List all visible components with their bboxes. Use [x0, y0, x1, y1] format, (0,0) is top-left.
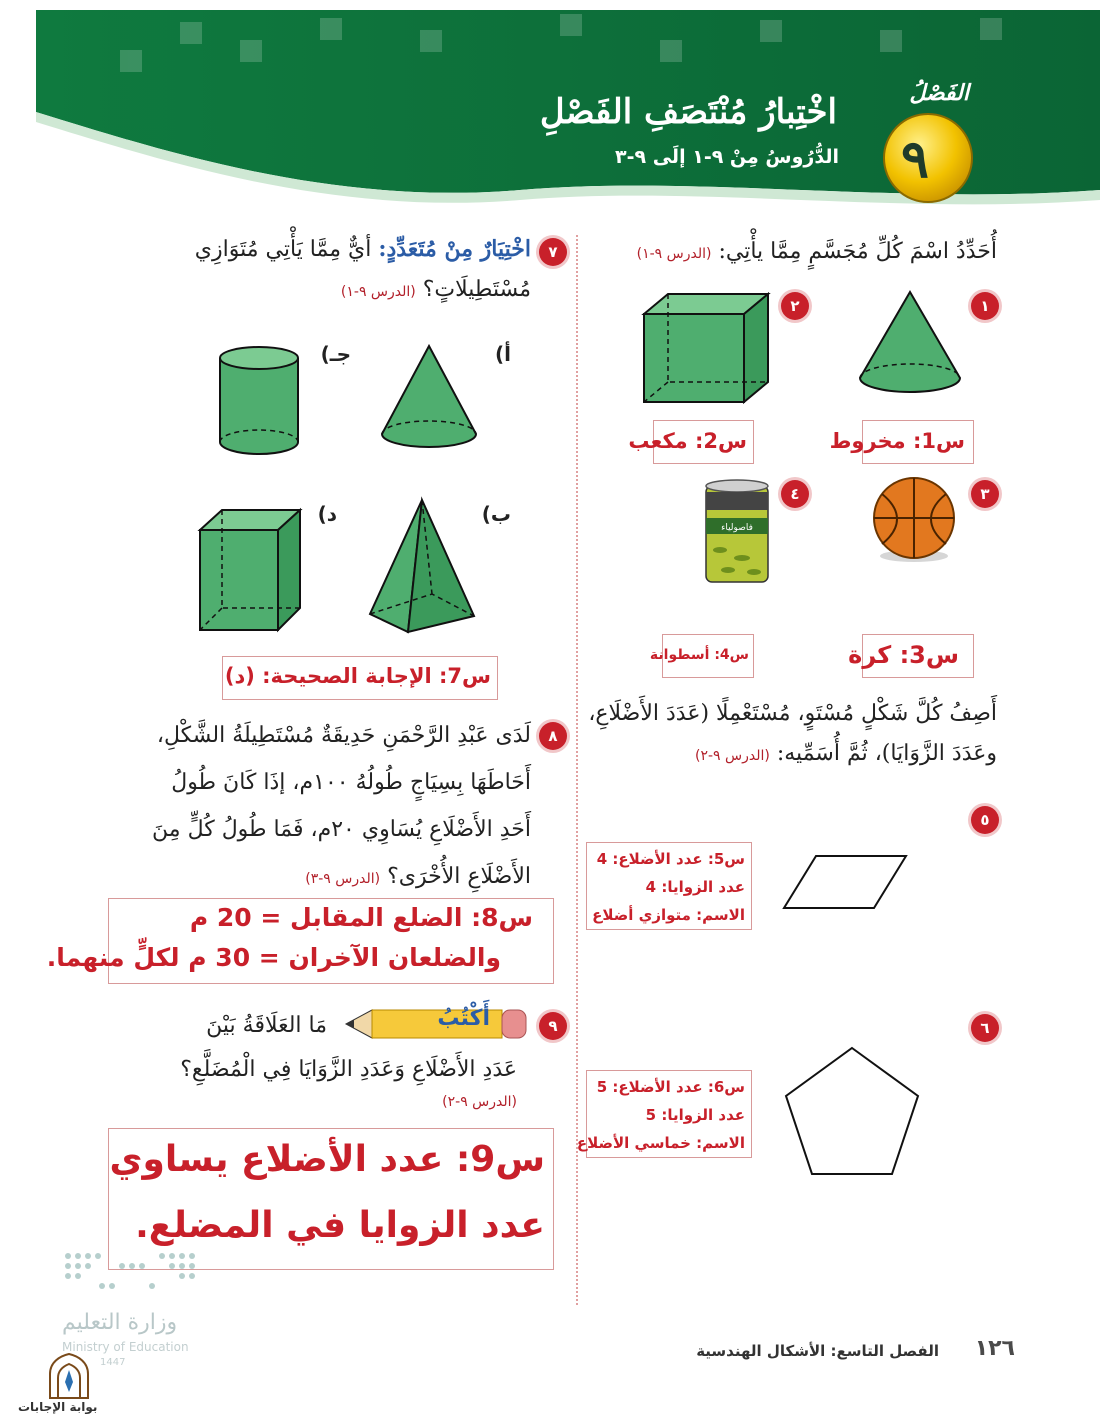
pentagon-icon [782, 1044, 922, 1178]
instruction-identify [637, 232, 997, 272]
question-number: ٩ [539, 1012, 567, 1040]
page-title: اخْتِبارُ مُنْتَصَفِ الفَصْلِ [539, 92, 837, 132]
answer-box-q9: س9: عدد الأضلاع يساوي عدد الزوايا في المضلع. [108, 1128, 554, 1270]
lesson-ref: (الدرس ٩-١) [340, 283, 416, 300]
q9-text-line2: عَدَدِ الأَضْلَاعِ وَعَدَدِ الزَّوَايَا فِي الْمُضَلَّعِ؟ [180, 1057, 517, 1082]
multiple-choice-label: اخْتِيَارٌ مِنْ مُتَعَدِّدٍ: [378, 236, 531, 262]
basketball-icon [866, 476, 962, 564]
cone-icon [850, 288, 970, 398]
option-c-label: جـ) [320, 342, 351, 366]
question-number: ٥ [971, 806, 999, 834]
option-b-label: ب) [481, 502, 511, 526]
q7-text: اخْتِيَارٌ مِنْ مُتَعَدِّدٍ: أيٌّ مِمَّا يَأْتِي مُتَوَازِي مُسْتَطِيلَاتٍ؟ (الدرس ٩-١) [194, 236, 531, 302]
q8-text: لَدَى عَبْدِ الرَّحْمَنِ حَدِيقَةٌ مُسْتَطِيلَةُ الشَّكْلِ، أَحَاطَهَا بِسِيَاجٍ طُولُهُ ١٠٠م، إذَا كَانَ طُولُ أَحَدِ الأَضْلَاعِ يُسَاوِي ٢٠م، فَمَا طُولُ كُلٍّ مِنَ الأَضْلَاعِ الأُخْرَى؟ (الدرس ٩-٣) [152, 723, 531, 889]
instruction-text: أُحَدِّدُ اسْمَ كُلِّ مُجَسَّمٍ مِمَّا يأْتِي: [718, 239, 997, 264]
q9-text-line1: مَا العَلَاقَةُ بَيْنَ [206, 1013, 327, 1038]
option-a-cone-icon [374, 342, 484, 452]
answer-box-q3: س3: كرة [862, 634, 974, 678]
option-a-label: أ) [495, 342, 511, 366]
question-number: ٣ [971, 480, 999, 508]
gate-logo-icon [46, 1352, 92, 1400]
ministry-name-ar: وزارة التعليم [62, 1310, 178, 1335]
question-number: ٤ [781, 480, 809, 508]
answer-box-q5: س5: عدد الأضلاع: 4 عدد الزوايا: 4 الاسم: متوازي أضلاع [586, 842, 752, 930]
lesson-ref: (الدرس ٩-٢) [442, 1094, 517, 1110]
chapter-word: الفَصْلُ [909, 80, 969, 106]
chapter-number: ٩ [901, 129, 929, 190]
lesson-ref: (الدرس ٩-١) [636, 246, 712, 262]
answer-box-q1: س1: مخروط [862, 420, 974, 464]
pencil-icon [342, 1004, 530, 1044]
question-number: ٦ [971, 1014, 999, 1042]
question-number: ١ [971, 292, 999, 320]
answer-box-q4: س4: أسطوانة [662, 634, 754, 678]
question-number: ٢ [781, 292, 809, 320]
ministry-logo-icon [62, 1250, 198, 1296]
lesson-ref: (الدرس ٩-٢) [694, 747, 770, 764]
footer-chapter-label: الفصل التاسع: الأشكال الهندسية [696, 1342, 939, 1360]
answer-box-q2: س2: مكعب [653, 420, 754, 464]
ministry-year: 1447 [100, 1357, 126, 1368]
can-icon [702, 478, 772, 588]
answer-box-q6: س6: عدد الأضلاع: 5 عدد الزوايا: 5 الاسم: خماسي الأضلاع [586, 1070, 752, 1158]
instruction-describe: أَصِفُ كُلَّ شَكْلٍ مُسْتَوٍ، مُسْتَعْمِلًا (عَدَدَ الأَضْلَاعِ، وعَدَدَ الزَّوَايَا)، ثُمَّ أُسَمِّيه: (الدرس ٩-٢) [588, 701, 997, 766]
question-number: ٧ [539, 238, 567, 266]
write-pencil-label: أَكْتُبُ [342, 1004, 530, 1044]
option-c-cylinder-icon [214, 344, 304, 460]
page-subtitle: الدُّرُوسُ مِنْ ٩-١ إلَى ٩-٣ [614, 146, 839, 168]
question-number: ٨ [539, 722, 567, 750]
ministry-name-en: Ministry of Education [62, 1340, 189, 1354]
answer-box-q8: س8: الضلع المقابل = 20 م والضلعان الآخران = 30 م لكلٍّ منهما. [108, 898, 554, 984]
gate-label: بوابة الإجابات [18, 1400, 98, 1414]
page-number: ١٢٦ [974, 1336, 1015, 1361]
svg-text:فاصولياء: فاصولياء [721, 523, 753, 533]
parallelogram-icon [780, 852, 910, 912]
option-d-prism-icon [196, 506, 306, 634]
answer-box-q7: س7: الإجابة الصحيحة: (د) [222, 656, 498, 700]
cube-icon [640, 290, 775, 410]
option-b-pyramid-icon [364, 496, 484, 636]
option-d-label: د) [317, 502, 337, 526]
chapter-header [0, 0, 1107, 230]
lesson-ref: (الدرس ٩-٣) [305, 871, 381, 887]
